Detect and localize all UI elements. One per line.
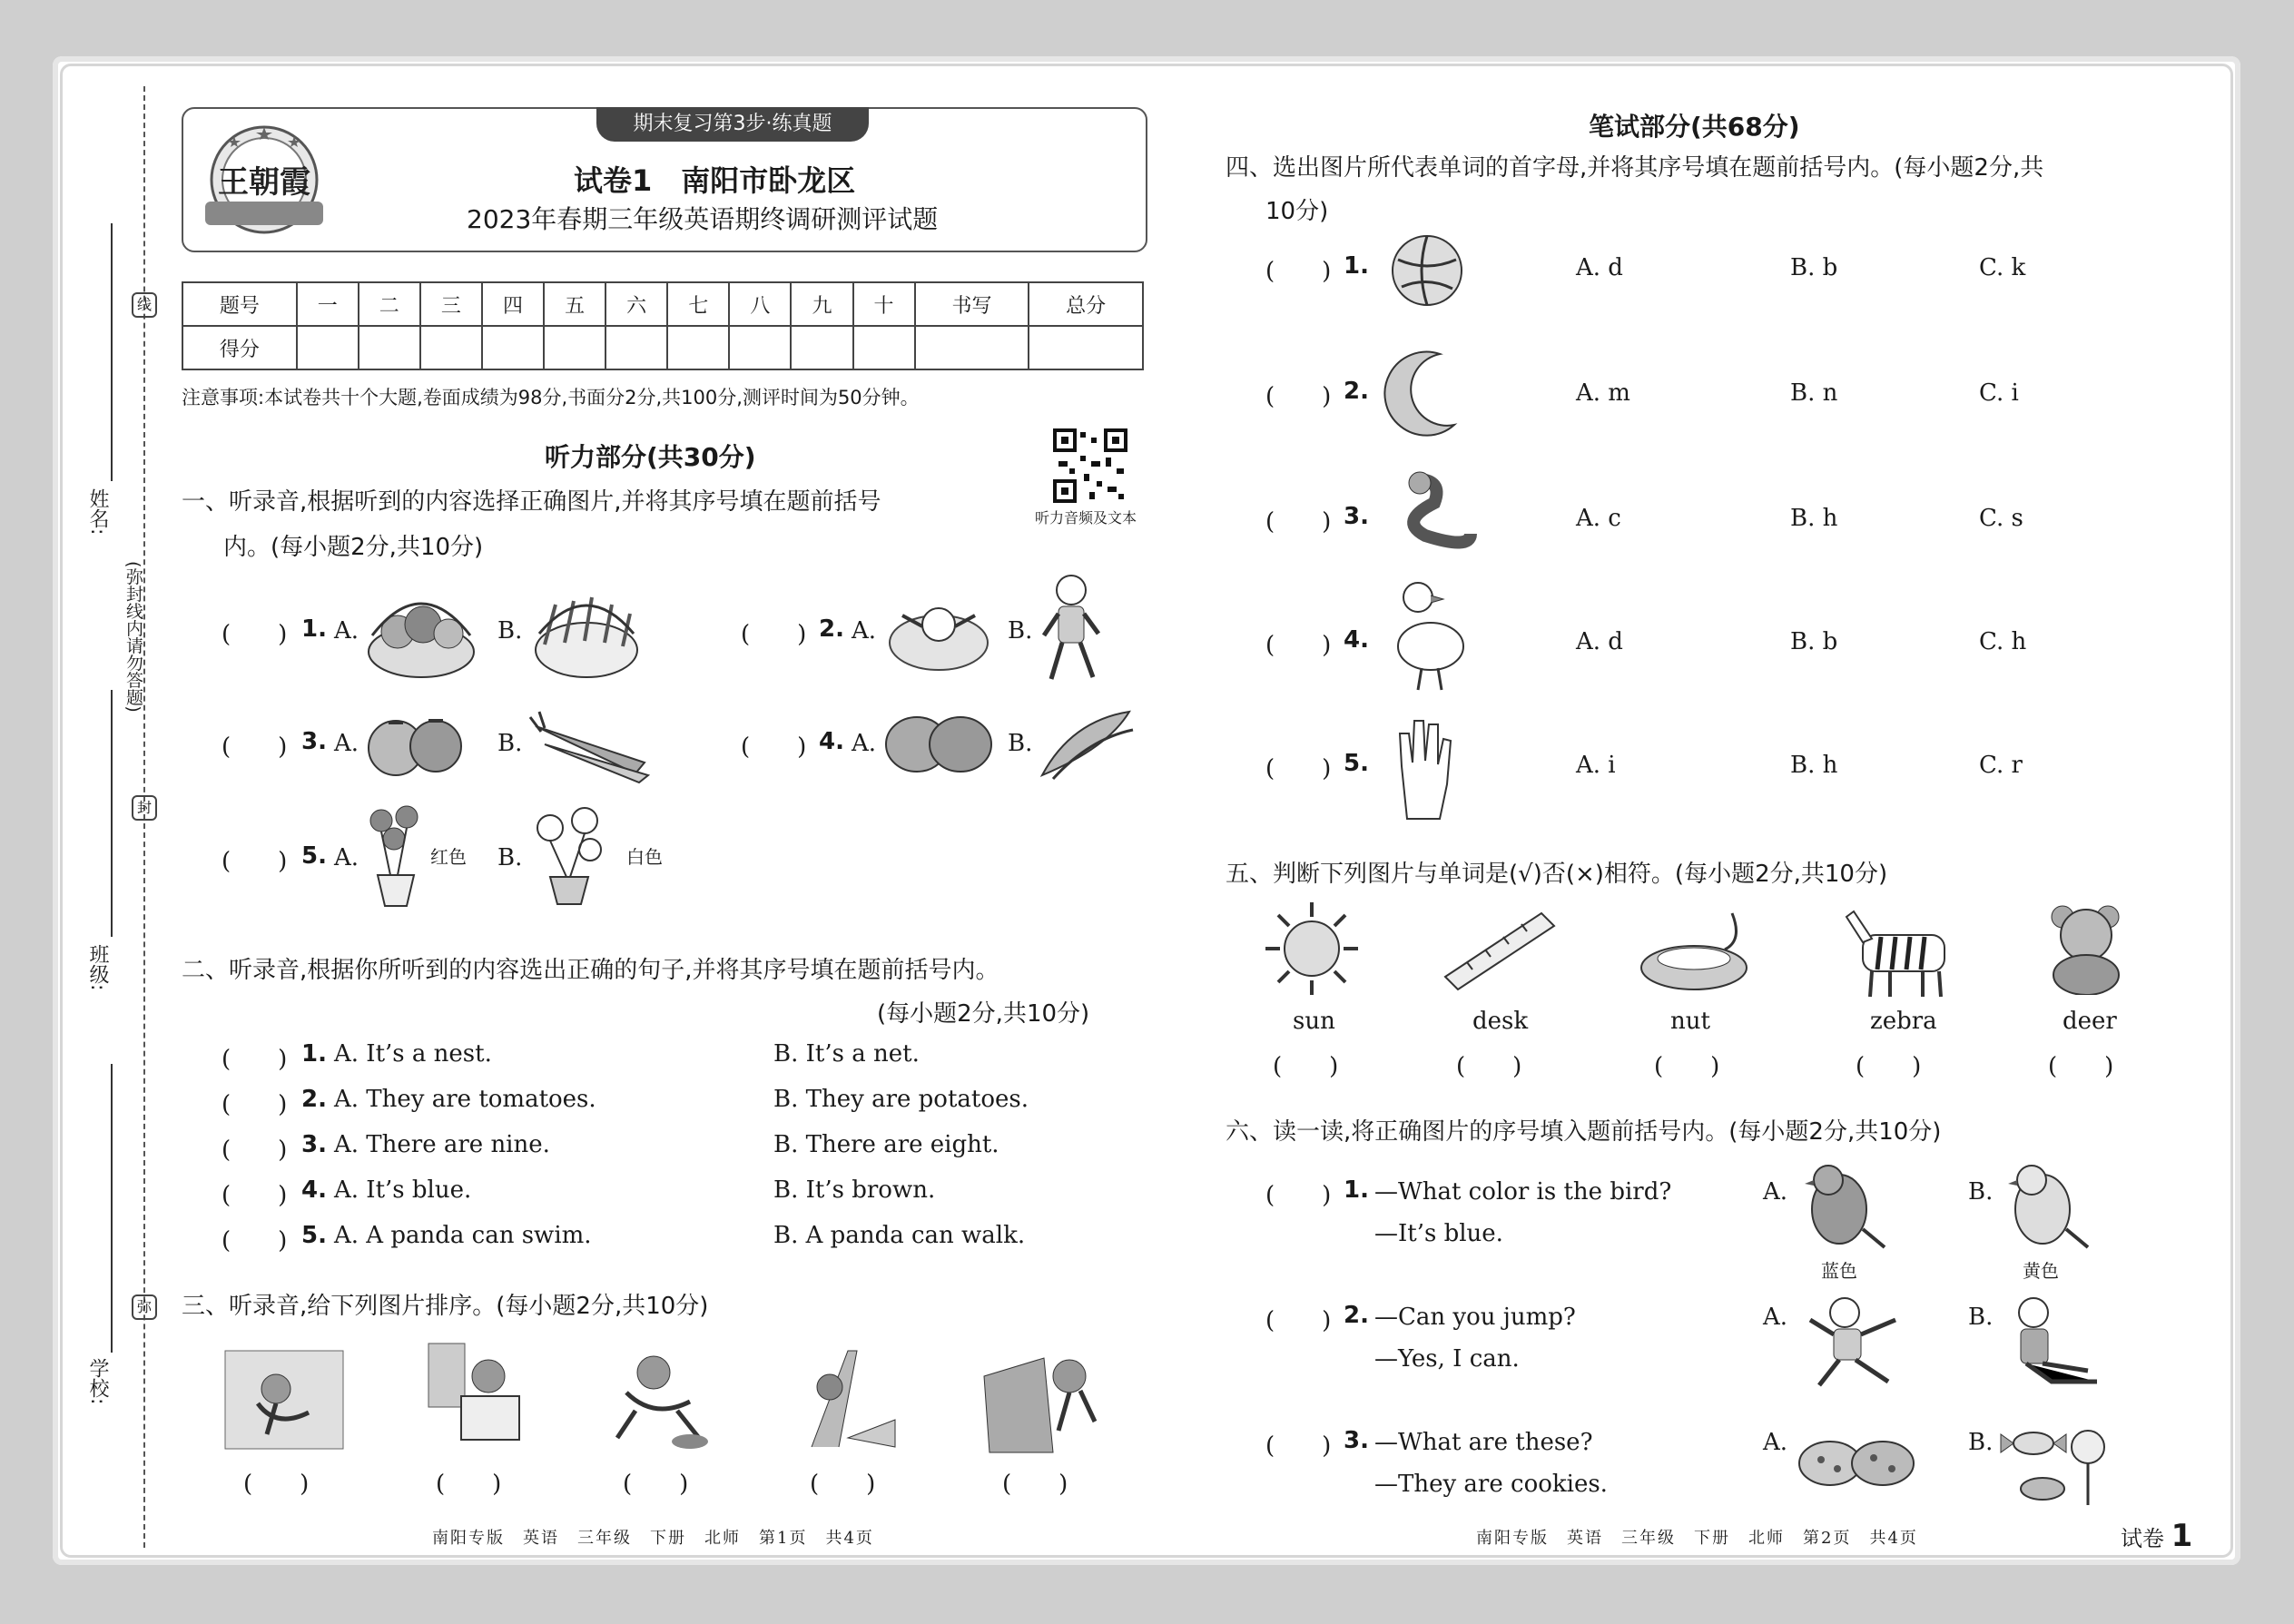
score-table-header-cell: 八 <box>729 282 791 326</box>
paper-badge-number: 1 <box>2171 1518 2193 1554</box>
option-b-label: B. <box>497 844 523 871</box>
item-number: 2. <box>1344 378 1369 405</box>
answer-paren[interactable]: ( ) <box>222 733 288 761</box>
zebra-icon[interactable] <box>1836 902 1963 1000</box>
answer-text: —It’s blue. <box>1374 1220 1503 1247</box>
qr-code[interactable] <box>1053 428 1127 507</box>
white-flowers-pot-icon[interactable] <box>527 802 614 908</box>
judge-paren[interactable]: ( ) <box>1856 1053 1922 1080</box>
item-number: 1. <box>1344 1176 1369 1204</box>
item-number: 3. <box>301 728 327 755</box>
option-c: C. k <box>1979 254 2026 281</box>
score-cell[interactable] <box>853 326 915 369</box>
option-a-sentence: A. It’s a nest. <box>334 1040 492 1068</box>
review-step-tag: 期末复习第3步·练真题 <box>596 107 869 142</box>
onions-icon[interactable] <box>881 708 995 777</box>
option-a-label: A. <box>1763 1304 1788 1331</box>
score-cell[interactable] <box>605 326 667 369</box>
item-number: 2. <box>301 1086 327 1113</box>
item-number: 5. <box>301 1222 327 1249</box>
score-table-header-cell: 三 <box>420 282 482 326</box>
answer-text: —Yes, I can. <box>1374 1345 1520 1373</box>
score-cell[interactable] <box>359 326 420 369</box>
answer-paren[interactable]: ( ) <box>1265 1432 1332 1460</box>
exam-subtitle: 2023年春期三年级英语期终调研测评试题 <box>467 204 939 234</box>
item-number: 4. <box>1344 626 1369 654</box>
school-field[interactable] <box>111 1064 113 1353</box>
score-table-header-cell: 六 <box>605 282 667 326</box>
answer-paren[interactable]: ( ) <box>222 848 288 875</box>
option-a: A. d <box>1576 628 1623 655</box>
score-table-header-cell: 五 <box>544 282 605 326</box>
option-a-sentence: A. It’s blue. <box>334 1176 472 1204</box>
answer-paren[interactable]: ( ) <box>741 733 807 761</box>
item-number: 5. <box>1344 750 1369 777</box>
score-row-label: 得分 <box>182 326 297 369</box>
answer-paren[interactable]: ( ) <box>1265 755 1332 782</box>
score-table-header-cell: 九 <box>791 282 852 326</box>
binding-note: (弥封线内请勿答题) <box>123 561 143 713</box>
option-c: C. i <box>1979 379 2019 407</box>
option-a-label: A. <box>334 844 359 871</box>
order-paren[interactable]: ( ) <box>810 1471 876 1498</box>
item-number: 4. <box>819 728 844 755</box>
blue-color-note: 蓝色 <box>1821 1260 1857 1282</box>
answer-paren[interactable]: ( ) <box>222 621 288 648</box>
nest-icon[interactable] <box>1634 904 1759 995</box>
answer-paren[interactable]: ( ) <box>222 1182 288 1209</box>
section2-points: (每小题2分,共10分) <box>877 1000 1090 1028</box>
score-table-score-row <box>182 326 1143 369</box>
word-label: sun <box>1293 1008 1335 1035</box>
option-a: A. c <box>1576 505 1621 532</box>
item-number: 1. <box>301 615 327 643</box>
name-label: 姓名: <box>86 488 109 536</box>
option-b-label: B. <box>1008 730 1033 757</box>
word-label: deer <box>2063 1008 2117 1035</box>
hand-icon[interactable] <box>1389 712 1462 822</box>
answer-paren[interactable]: ( ) <box>1265 632 1332 659</box>
option-b-sentence: B. It’s brown. <box>773 1176 936 1204</box>
jumping-child-icon[interactable] <box>1807 1294 1908 1396</box>
paper-badge-label: 试卷 <box>2121 1526 2164 1551</box>
score-cell[interactable] <box>482 326 544 369</box>
name-field[interactable] <box>111 223 113 481</box>
answer-paren[interactable]: ( ) <box>1265 1307 1332 1334</box>
answer-paren[interactable]: ( ) <box>1265 508 1332 536</box>
vegetable-basket-icon[interactable] <box>528 577 645 681</box>
score-table-header-cell: 四 <box>482 282 544 326</box>
judge-paren[interactable]: ( ) <box>2048 1053 2114 1080</box>
qr-caption: 听力音频及文本 <box>1035 509 1137 527</box>
cookies-icon[interactable] <box>1796 1427 1917 1500</box>
blue-bird-icon[interactable] <box>1794 1156 1888 1251</box>
option-b-label: B. <box>1968 1304 1994 1331</box>
word-label: desk <box>1472 1008 1529 1035</box>
climbing-monkey-picture-3-icon[interactable] <box>599 1347 714 1452</box>
score-cell[interactable] <box>297 326 359 369</box>
section4-title-cont: 10分) <box>1265 198 1329 225</box>
option-a-label: A. <box>334 730 359 757</box>
question-text: —What color is the bird? <box>1374 1178 1672 1206</box>
snake-icon[interactable] <box>1380 470 1482 561</box>
ball-icon[interactable] <box>1389 232 1465 309</box>
score-table-header-cell: 十 <box>853 282 915 326</box>
reading-monkey-picture-2-icon[interactable] <box>425 1340 537 1456</box>
option-b: B. h <box>1790 505 1838 532</box>
option-b-label: B. <box>1008 617 1033 645</box>
score-table-header-cell: 一 <box>297 282 359 326</box>
option-a: A. i <box>1576 752 1616 779</box>
yellow-bird-icon[interactable] <box>1997 1156 2092 1251</box>
order-paren[interactable]: ( ) <box>623 1471 689 1498</box>
option-a-label: A. <box>334 617 359 645</box>
answer-paren[interactable]: ( ) <box>741 621 807 648</box>
answer-paren[interactable]: ( ) <box>1265 258 1332 285</box>
section6-title: 六、读一读,将正确图片的序号填入题前括号内。(每小题2分,共10分) <box>1226 1118 1942 1146</box>
item-number: 3. <box>301 1131 327 1158</box>
sun-icon[interactable] <box>1264 901 1360 997</box>
option-b-label: B. <box>1968 1429 1994 1456</box>
yellow-color-note: 黄色 <box>2023 1260 2059 1282</box>
option-a-label: A. <box>1763 1178 1788 1206</box>
section3-title: 三、听录音,给下列图片排序。(每小题2分,共10分) <box>182 1293 709 1320</box>
exam-notice: 注意事项:本试卷共十个大题,卷面成绩为98分,书面分2分,共100分,测评时间为50分钟。 <box>182 387 920 408</box>
section5-title: 五、判断下列图片与单词是(√)否(×)相符。(每小题2分,共10分) <box>1226 861 1888 888</box>
tree-monkey-picture-4-icon[interactable] <box>793 1347 901 1452</box>
score-cell[interactable] <box>1029 326 1143 369</box>
duck-icon[interactable] <box>1385 577 1469 695</box>
score-cell[interactable] <box>544 326 605 369</box>
footer-left: 南阳专版 英语 三年级 下册 北师 第1页 共4页 <box>432 1529 874 1548</box>
order-paren[interactable]: ( ) <box>436 1471 502 1498</box>
option-c: C. s <box>1979 505 2023 532</box>
question-text: —Can you jump? <box>1374 1304 1576 1331</box>
option-c: C. h <box>1979 628 2027 655</box>
section1-title-cont: 内。(每小题2分,共10分) <box>223 534 484 561</box>
answer-paren[interactable]: ( ) <box>222 1227 288 1255</box>
cliff-monkey-picture-5-icon[interactable] <box>980 1340 1104 1456</box>
exam-title: 试卷1 南阳市卧龙区 <box>574 163 856 198</box>
score-table-header-cell: 七 <box>667 282 729 326</box>
sitting-boy-icon[interactable] <box>1997 1294 2108 1396</box>
option-a-label: A. <box>852 730 877 757</box>
option-b-sentence: B. A panda can walk. <box>773 1222 1026 1249</box>
score-cell[interactable] <box>729 326 791 369</box>
binding-mark-feng: 封 <box>132 795 157 821</box>
answer-paren[interactable]: ( ) <box>1265 383 1332 410</box>
item-number: 2. <box>819 615 844 643</box>
white-color-note: 白色 <box>626 846 663 868</box>
option-a-sentence: A. A panda can swim. <box>334 1222 592 1249</box>
red-flowers-vase-icon[interactable] <box>361 799 430 911</box>
swimming-child-icon[interactable] <box>884 579 993 681</box>
option-a-sentence: A. They are tomatoes. <box>334 1086 596 1113</box>
bear-icon[interactable] <box>2039 901 2133 995</box>
option-b-sentence: B. They are potatoes. <box>773 1086 1029 1113</box>
monkey-picture-1-icon[interactable] <box>222 1347 347 1452</box>
score-table <box>182 281 1144 370</box>
option-a-label: A. <box>1763 1429 1788 1456</box>
answer-paren[interactable]: ( ) <box>1265 1182 1332 1209</box>
item-number: 4. <box>301 1176 327 1204</box>
answer-paren[interactable]: ( ) <box>222 1046 288 1073</box>
peas-pods-icon[interactable] <box>1035 703 1135 784</box>
word-label: zebra <box>1870 1008 1937 1035</box>
order-paren[interactable]: ( ) <box>243 1471 310 1498</box>
answer-paren[interactable]: ( ) <box>222 1137 288 1164</box>
option-b-sentence: B. It’s a net. <box>773 1040 920 1068</box>
item-number: 1. <box>1344 252 1369 280</box>
answer-text: —They are cookies. <box>1374 1471 1608 1498</box>
candies-icon[interactable] <box>1997 1411 2121 1511</box>
judge-paren[interactable]: ( ) <box>1654 1053 1720 1080</box>
footer-right: 南阳专版 英语 三年级 下册 北师 第2页 共4页 <box>1476 1529 1918 1548</box>
ruler-icon[interactable] <box>1440 908 1558 991</box>
red-color-note: 红色 <box>430 846 467 868</box>
score-cell[interactable] <box>915 326 1029 369</box>
option-c: C. r <box>1979 752 2023 779</box>
moon-icon[interactable] <box>1376 349 1460 439</box>
score-cell[interactable] <box>667 326 729 369</box>
class-field[interactable] <box>111 690 113 937</box>
section4-title: 四、选出图片所代表单词的首字母,并将其序号填在题前括号内。(每小题2分,共 <box>1226 154 2044 182</box>
fruit-basket-icon[interactable] <box>361 581 481 681</box>
brand-logo <box>196 122 332 238</box>
item-number: 2. <box>1344 1302 1369 1329</box>
carrots-icon[interactable] <box>527 708 654 784</box>
score-table-header-cell: 总分 <box>1029 282 1143 326</box>
option-a: A. d <box>1576 254 1623 281</box>
item-number: 3. <box>1344 1427 1369 1454</box>
score-table-header-cell: 二 <box>359 282 420 326</box>
score-cell[interactable] <box>791 326 852 369</box>
class-label: 班级: <box>86 944 109 991</box>
option-b: B. n <box>1790 379 1838 407</box>
option-a-sentence: A. There are nine. <box>334 1131 550 1158</box>
exam-header <box>182 107 1147 252</box>
binding-mark-xian: 线 <box>132 292 157 318</box>
item-number: 5. <box>301 842 327 870</box>
order-paren[interactable]: ( ) <box>1002 1471 1068 1498</box>
listening-title: 听力部分(共30分) <box>545 442 756 472</box>
section1-title: 一、听录音,根据听到的内容选择正确图片,并将其序号填在题前括号 <box>182 488 881 516</box>
score-cell[interactable] <box>420 326 482 369</box>
question-text: —What are these? <box>1374 1429 1593 1456</box>
answer-paren[interactable]: ( ) <box>222 1091 288 1118</box>
section2-title: 二、听录音,根据你所听到的内容选出正确的句子,并将其序号填在题前括号内。 <box>182 957 999 984</box>
school-label: 学校: <box>86 1358 109 1405</box>
option-b-sentence: B. There are eight. <box>773 1131 999 1158</box>
option-a-label: A. <box>852 617 877 645</box>
option-b-label: B. <box>497 617 523 645</box>
option-b: B. b <box>1790 628 1838 655</box>
written-title: 笔试部分(共68分) <box>1589 112 1800 142</box>
option-b: B. h <box>1790 752 1838 779</box>
word-label: nut <box>1670 1008 1710 1035</box>
option-a: A. m <box>1576 379 1630 407</box>
option-b-label: B. <box>1968 1178 1994 1206</box>
option-b-label: B. <box>497 730 523 757</box>
svg-text:王朝霞: 王朝霞 <box>218 164 310 201</box>
judge-paren[interactable]: ( ) <box>1273 1053 1339 1080</box>
option-b: B. b <box>1790 254 1838 281</box>
binding-mark-mi: 弥 <box>132 1294 157 1320</box>
item-number: 3. <box>1344 503 1369 530</box>
score-table-header-row <box>182 282 1143 326</box>
score-table-header-label: 题号 <box>182 282 297 326</box>
walking-boy-icon[interactable] <box>1035 570 1108 686</box>
score-table-header-cell: 书写 <box>915 282 1029 326</box>
item-number: 1. <box>301 1040 327 1068</box>
tomatoes-icon[interactable] <box>361 708 468 781</box>
judge-paren[interactable]: ( ) <box>1456 1053 1522 1080</box>
paper-badge <box>2121 1518 2192 1554</box>
